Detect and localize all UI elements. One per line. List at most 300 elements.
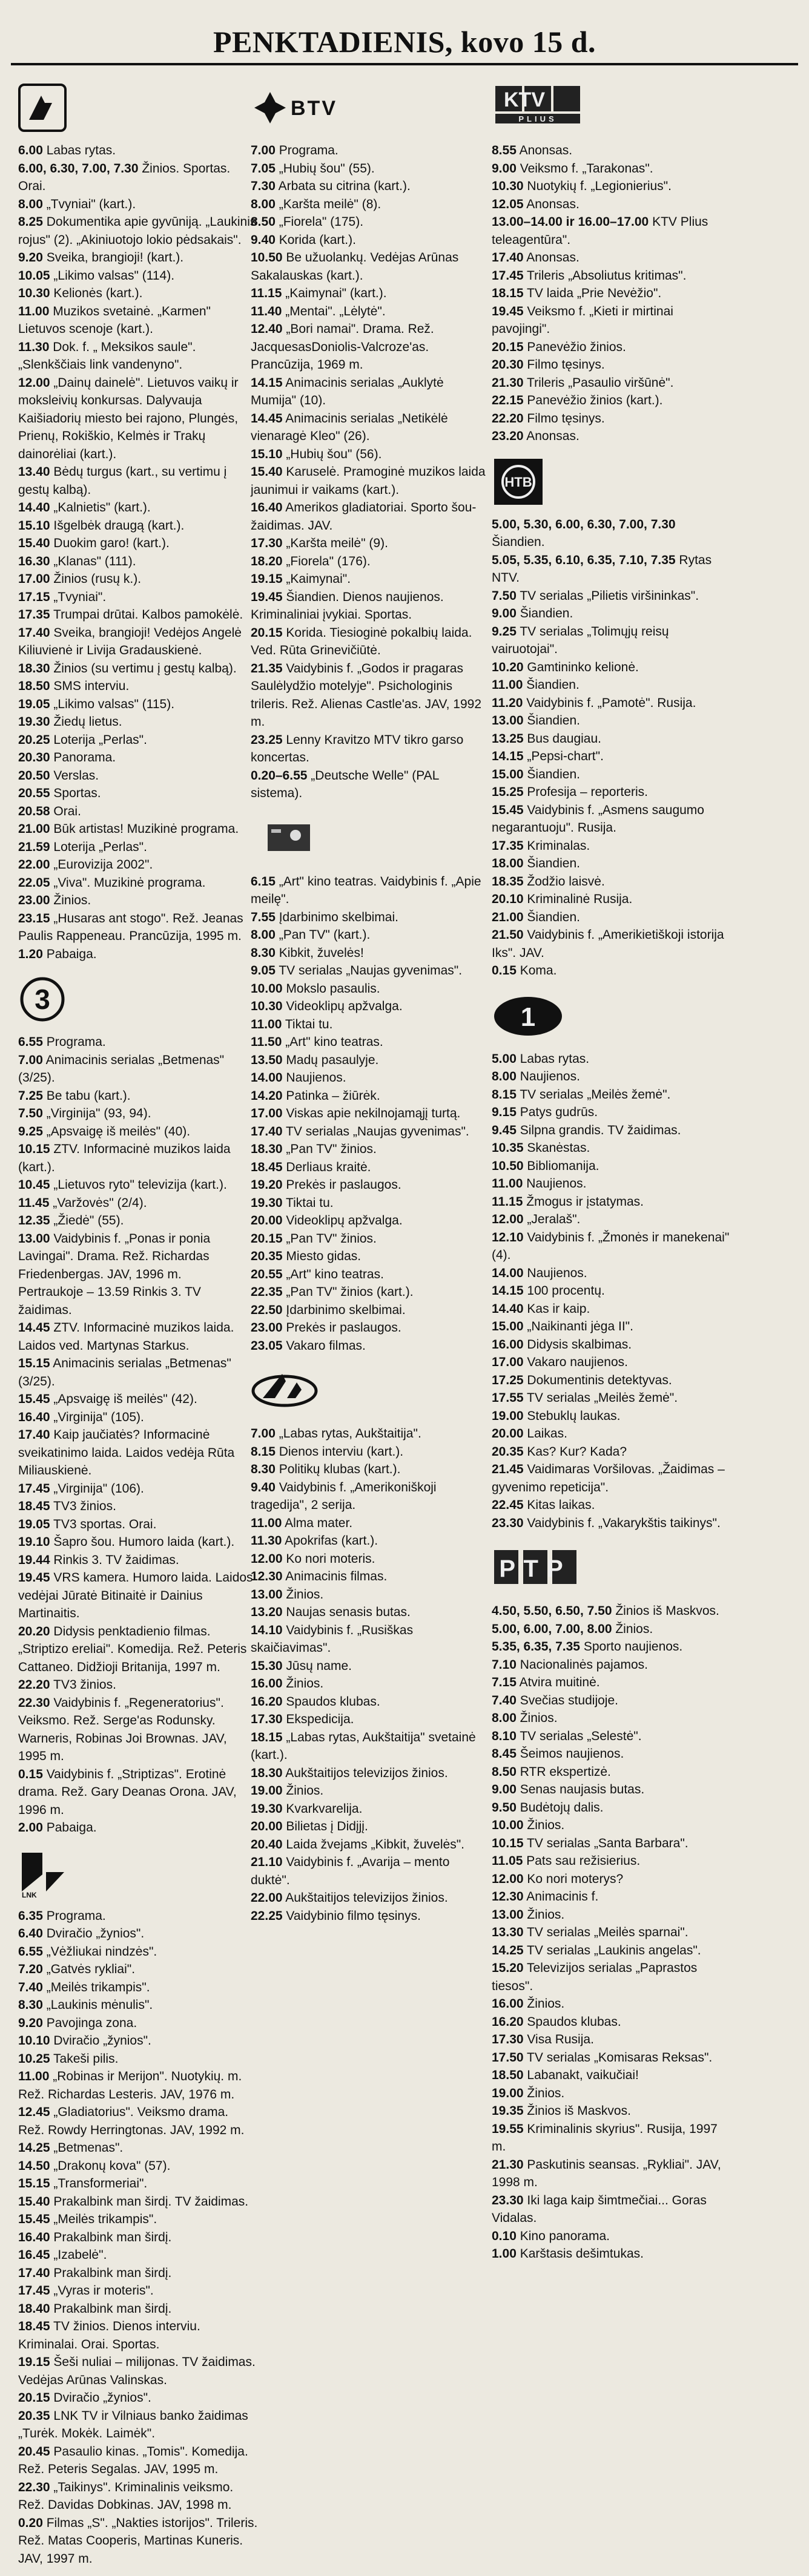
program-entry bbox=[251, 410, 490, 445]
program-time: 17.30 bbox=[251, 536, 283, 550]
program-title: Šapro šou. Humoro laida (kart.). bbox=[53, 1535, 234, 1549]
program-entry bbox=[251, 1443, 490, 1461]
program-entry bbox=[492, 730, 731, 748]
program-entry bbox=[492, 1870, 731, 1888]
program-time: 6.55 bbox=[18, 1035, 43, 1049]
program-title: TV serialas „Meilės žemė". bbox=[527, 1391, 678, 1405]
program-time: 15.45 bbox=[492, 803, 524, 817]
program-title: Anonsas. bbox=[526, 197, 580, 211]
program-time: 23.15 bbox=[18, 912, 50, 925]
program-entry bbox=[251, 320, 490, 374]
title-divider bbox=[11, 63, 798, 65]
program-title: LNK TV ir Vilniaus banko žaidimas „Turėk. Mokėk. Laimėk". bbox=[18, 2409, 248, 2441]
program-entry bbox=[18, 2282, 258, 2300]
program-title: Kvarkvarelija. bbox=[286, 1802, 362, 1816]
program-title: Trileris „Absoliutus kritimas". bbox=[527, 269, 686, 283]
program-entry bbox=[492, 1300, 731, 1318]
program-title: Programa. bbox=[47, 1909, 106, 1923]
program-entry bbox=[492, 1139, 731, 1157]
program-title: Be tabu (kart.). bbox=[47, 1089, 131, 1103]
program-entry bbox=[251, 160, 490, 178]
program-entry bbox=[492, 1888, 731, 1906]
program-entry bbox=[18, 1230, 258, 1284]
program-time: 12.40 bbox=[251, 322, 283, 336]
program-time: 18.35 bbox=[492, 875, 524, 889]
lrt-channel-logo-icon bbox=[18, 82, 258, 133]
program-time: 7.00 bbox=[251, 1427, 276, 1441]
program-entry bbox=[492, 1602, 731, 1620]
program-title: „Deutsche Welle" (PAL sistema). bbox=[251, 769, 439, 801]
program-title: Jūsų name. bbox=[286, 1659, 352, 1673]
program-title: Bilietas į Didįjį. bbox=[286, 1819, 368, 1833]
program-time: 1.20 bbox=[18, 947, 43, 961]
program-title: Žinios iš Maskvos. bbox=[615, 1604, 719, 1618]
program-title: Labanakt, vaikučiai! bbox=[527, 2068, 638, 2082]
program-title: „Kalnietis" (kart.). bbox=[53, 501, 150, 514]
program-entry bbox=[492, 410, 731, 428]
program-time: 8.15 bbox=[251, 1445, 276, 1459]
program-time: 16.40 bbox=[18, 2230, 50, 2244]
program-title: Žinios. bbox=[286, 1677, 323, 1690]
program-title: Kas ir kaip. bbox=[527, 1302, 590, 1316]
program-title: Gamtininko kelionė. bbox=[527, 660, 638, 674]
program-time: 18.50 bbox=[18, 679, 50, 693]
program-title: Koma. bbox=[520, 964, 557, 978]
program-title: Žinios. bbox=[527, 2086, 564, 2100]
program-title: SMS interviu. bbox=[53, 679, 129, 693]
program-time: 14.40 bbox=[492, 1302, 524, 1316]
program-title: Anonsas. bbox=[526, 251, 580, 264]
program-time: 10.50 bbox=[492, 1159, 524, 1173]
channel-block-ort bbox=[492, 991, 731, 1541]
program-time: 22.15 bbox=[492, 393, 524, 407]
program-entry bbox=[18, 606, 258, 624]
program-entry bbox=[492, 249, 731, 267]
program-entry bbox=[251, 731, 490, 767]
program-title: Vaidybinis f. „Godos ir pragaras Saulėlydžio motelyje". Psichologinis trileris. Rež. Alienas Castle'as. JAV, 1992 m. bbox=[251, 662, 481, 729]
program-title: Derliaus kraitė. bbox=[286, 1160, 371, 1174]
program-entry bbox=[251, 445, 490, 464]
program-entry bbox=[18, 570, 258, 588]
program-entry bbox=[492, 1372, 731, 1390]
program-entry bbox=[492, 177, 731, 196]
program-time: 14.25 bbox=[18, 2141, 50, 2155]
program-entry bbox=[251, 1158, 490, 1177]
program-time: 16.40 bbox=[18, 1410, 50, 1424]
program-entry bbox=[18, 2407, 258, 2443]
program-title: Loterija „Perlas". bbox=[53, 733, 147, 747]
program-time: 19.15 bbox=[251, 572, 283, 586]
program-time: 19.10 bbox=[18, 1535, 50, 1549]
program-entry bbox=[492, 1068, 731, 1086]
program-entry bbox=[251, 1675, 490, 1693]
program-title: Animacinis f. bbox=[526, 1890, 598, 1904]
program-title: Bėdų turgus (kart., su vertimu į gestų kalbą). bbox=[18, 465, 226, 497]
program-time: 20.00 bbox=[251, 1214, 283, 1227]
program-entry bbox=[18, 2479, 258, 2514]
program-entry bbox=[251, 1230, 490, 1248]
program-title: „Mentai". „Lėlytė". bbox=[285, 304, 385, 318]
program-title: Dokumentika apie gyvūniją. „Laukinis rojus" (2). „Akiniuotojo lokio pėdsakais". bbox=[18, 215, 256, 247]
program-title: Šiandien. bbox=[520, 606, 573, 620]
program-time: 17.00 bbox=[492, 1355, 524, 1369]
program-time: 18.15 bbox=[492, 286, 524, 300]
program-time: 10.25 bbox=[18, 2052, 50, 2066]
program-title: „Art" kino teatras. Vaidybinis f. „Apie meilę". bbox=[251, 875, 481, 907]
program-time: 11.30 bbox=[18, 340, 49, 354]
program-entry bbox=[18, 910, 258, 945]
program-title: „Vyras ir moteris". bbox=[53, 2284, 153, 2298]
program-entry bbox=[18, 677, 258, 695]
program-time: 10.15 bbox=[18, 1142, 50, 1156]
program-title: Viskas apie nekilnojamąjį turtą. bbox=[286, 1106, 460, 1120]
program-title: Sveika, brangioji! (kart.). bbox=[47, 251, 183, 264]
program-entry bbox=[18, 624, 258, 660]
program-entry bbox=[18, 2103, 258, 2139]
program-time: 9.45 bbox=[492, 1123, 517, 1137]
program-time: 18.50 bbox=[492, 2068, 524, 2082]
program-entry bbox=[492, 1050, 731, 1068]
program-title: Sporto naujienos. bbox=[584, 1640, 682, 1654]
program-entry bbox=[251, 284, 490, 303]
program-entry bbox=[251, 1337, 490, 1355]
program-time: 14.20 bbox=[251, 1089, 283, 1103]
program-entry bbox=[492, 2156, 731, 2192]
program-entry bbox=[18, 142, 258, 160]
program-entry bbox=[251, 1532, 490, 1550]
program-title: Žinios. bbox=[520, 1711, 558, 1725]
program-title: Silpna grandis. TV žaidimas. bbox=[520, 1123, 681, 1137]
program-title: TV serialas „Santa Barbara". bbox=[527, 1836, 688, 1850]
program-time: 17.15 bbox=[18, 590, 50, 604]
schedule-column-3 bbox=[492, 80, 731, 2092]
program-time: 21.30 bbox=[492, 2158, 524, 2172]
program-title: „Klanas" (111). bbox=[53, 554, 136, 568]
program-title: „Pan TV" žinios. bbox=[286, 1232, 376, 1246]
program-title: Vaidybinis f. „Žmonės ir manekenai" (4). bbox=[492, 1230, 729, 1263]
program-time: 9.25 bbox=[18, 1125, 43, 1138]
program-entry bbox=[492, 160, 731, 178]
program-time: 7.20 bbox=[18, 1962, 43, 1976]
ktv-plius-logo-icon bbox=[492, 82, 731, 133]
program-title: Stebuklų laukas. bbox=[527, 1409, 620, 1423]
program-time: 8.00 bbox=[492, 1070, 517, 1083]
channel-block-tv3 bbox=[18, 974, 258, 1845]
program-title: „Varžovės" (2/4). bbox=[53, 1196, 147, 1210]
program-time: 8.00 bbox=[251, 197, 276, 211]
program-entry bbox=[251, 1818, 490, 1836]
program-title: „Virginija" (105). bbox=[53, 1410, 144, 1424]
program-time: 22.45 bbox=[492, 1498, 524, 1512]
program-entry bbox=[492, 1443, 731, 1461]
program-time: 7.40 bbox=[492, 1694, 517, 1707]
program-title: Vaidybinis f. „Pamotė". Rusija. bbox=[526, 696, 696, 710]
program-title: Kaip jaučiatės? Informacinė sveikatinimo laida. Laidos vedėja Rūta Miliauskienė. bbox=[18, 1428, 234, 1477]
program-entry bbox=[18, 1694, 258, 1766]
program-entry bbox=[251, 1301, 490, 1319]
program-entry bbox=[492, 712, 731, 730]
program-time: 7.05 bbox=[251, 162, 276, 176]
program-entry bbox=[18, 2246, 258, 2264]
program-entry bbox=[18, 856, 258, 874]
program-title: „Kaimynai" (kart.). bbox=[285, 286, 386, 300]
program-title: Dienos interviu (kart.). bbox=[279, 1445, 403, 1459]
program-entry bbox=[18, 1408, 258, 1427]
program-entry bbox=[492, 213, 731, 249]
program-time: 23.05 bbox=[251, 1339, 283, 1353]
program-time: 9.20 bbox=[18, 251, 43, 264]
program-time: 9.50 bbox=[492, 1801, 517, 1815]
program-title: Žinios. bbox=[286, 1784, 323, 1798]
program-entry bbox=[251, 1853, 490, 1889]
program-time: 19.35 bbox=[492, 2104, 524, 2118]
tv3-logo-text: 3 bbox=[35, 984, 50, 1015]
program-title: „Virginija" (93, 94). bbox=[47, 1106, 151, 1120]
program-entry bbox=[18, 1497, 258, 1516]
program-time: 15.45 bbox=[18, 2212, 50, 2226]
program-title: Karštasis dešimtukas. bbox=[520, 2247, 644, 2261]
program-entry bbox=[492, 2049, 731, 2067]
program-title: Vakaro naujienos. bbox=[527, 1355, 628, 1369]
program-entry bbox=[492, 1175, 731, 1193]
program-time: 21.50 bbox=[492, 928, 524, 942]
program-title: Įdarbinimo skelbimai. bbox=[279, 910, 398, 924]
program-entry bbox=[492, 801, 731, 837]
program-title: Pavojinga zona. bbox=[47, 2016, 137, 2030]
program-entry bbox=[18, 2389, 258, 2407]
program-entry bbox=[492, 267, 731, 285]
program-entry bbox=[492, 1745, 731, 1763]
program-time: 17.45 bbox=[492, 269, 524, 283]
program-title: Iki laga kaip šimtmečiai... Goras Vidalas. bbox=[492, 2193, 707, 2226]
program-title: „Apsvaigę iš meilės" (40). bbox=[47, 1125, 190, 1138]
program-title: Trileris „Pasaulio viršūnė". bbox=[527, 376, 673, 390]
program-title: Bibliomanija. bbox=[527, 1159, 599, 1173]
program-entry bbox=[18, 463, 258, 499]
program-time: 18.30 bbox=[251, 1766, 283, 1780]
program-time: 15.45 bbox=[18, 1392, 50, 1406]
program-title: „Gatvės rykliai". bbox=[47, 1962, 135, 1976]
program-time: 17.35 bbox=[492, 839, 524, 853]
program-time: 10.30 bbox=[18, 286, 50, 300]
program-entry bbox=[18, 749, 258, 767]
program-entry bbox=[492, 587, 731, 605]
program-time: 11.45 bbox=[18, 1196, 49, 1210]
program-entry bbox=[492, 2120, 731, 2156]
program-time: 8.30 bbox=[251, 1462, 276, 1476]
program-entry bbox=[18, 1569, 258, 1623]
program-time: 10.10 bbox=[18, 2034, 50, 2048]
program-entry bbox=[18, 2210, 258, 2229]
program-title: VRS kamera. Humoro laida. Laidos vedėjai Jūratė Bitinaitė ir Dainius Martinaitis. bbox=[18, 1571, 253, 1620]
program-title: „Hubių šou" (55). bbox=[279, 162, 375, 176]
program-time: 16.30 bbox=[18, 554, 50, 568]
program-time: 23.25 bbox=[251, 733, 283, 747]
program-title: Prekės ir paslaugos. bbox=[286, 1178, 401, 1192]
btv-logo-text: BTV bbox=[291, 97, 337, 120]
program-entry bbox=[492, 392, 731, 410]
program-entry bbox=[18, 303, 258, 338]
program-entry bbox=[492, 2066, 731, 2085]
program-time: 7.40 bbox=[18, 1980, 43, 1994]
ort-logo-text: 1 bbox=[521, 1002, 535, 1032]
program-entry bbox=[18, 945, 258, 964]
program-entry bbox=[18, 249, 258, 267]
program-time: 16.20 bbox=[251, 1695, 283, 1709]
program-entry bbox=[492, 766, 731, 784]
program-entry bbox=[18, 1480, 258, 1498]
program-title: Patinka – žiūrėk. bbox=[286, 1089, 380, 1103]
program-entry bbox=[492, 1122, 731, 1140]
program-time: 6.40 bbox=[18, 1927, 43, 1940]
program-time: 0.20 bbox=[18, 2516, 43, 2530]
program-time: 23.20 bbox=[492, 429, 524, 443]
program-time: 0.15 bbox=[18, 1767, 43, 1781]
program-entry bbox=[492, 1781, 731, 1799]
program-entry bbox=[251, 1764, 490, 1782]
program-time: 18.30 bbox=[18, 662, 50, 675]
program-time: 20.20 bbox=[18, 1625, 50, 1638]
program-title: TV serialas „Naujas gyvenimas". bbox=[279, 964, 462, 978]
program-entry bbox=[251, 142, 490, 160]
program-title: Politikų klubas (kart.). bbox=[279, 1462, 401, 1476]
ktv-logo-text: KTV bbox=[504, 88, 545, 111]
program-time: 17.00 bbox=[18, 572, 50, 586]
program-entry bbox=[492, 605, 731, 623]
program-entry bbox=[492, 748, 731, 766]
program-time: 12.00 bbox=[492, 1212, 524, 1226]
program-title: Žinios iš Maskvos. bbox=[527, 2104, 631, 2118]
program-entry bbox=[251, 1247, 490, 1266]
program-entry bbox=[492, 2085, 731, 2103]
program-time: 19.55 bbox=[492, 2122, 524, 2136]
program-time: 5.00, 6.00, 7.00, 8.00 bbox=[492, 1622, 612, 1636]
program-entry bbox=[18, 338, 258, 374]
program-title: „Naikinanti jėga II". bbox=[527, 1319, 633, 1333]
program-title: Didysis penktadienio filmas. „Striptizo ereliai". Komedija. Rež. Peteris Cattaneo. Didžioji Britanija, 1997 m. bbox=[18, 1625, 246, 1674]
program-title: Loterija „Perlas". bbox=[53, 840, 147, 854]
program-time: 15.00 bbox=[492, 767, 524, 781]
program-entry bbox=[18, 2300, 258, 2318]
program-entry bbox=[251, 767, 490, 803]
program-entry bbox=[18, 534, 258, 553]
program-title: „Drakonų kova" (57). bbox=[53, 2159, 170, 2173]
program-entry bbox=[492, 694, 731, 712]
program-time: 10.05 bbox=[18, 269, 50, 283]
program-title: Labas rytas. bbox=[520, 1052, 589, 1066]
program-title: Dokumentinis detektyvas. bbox=[527, 1373, 672, 1387]
channel-block-ltv2 bbox=[251, 1365, 490, 1933]
program-entry bbox=[18, 1623, 258, 1677]
program-title: Nuotykių f. „Legionierius". bbox=[527, 179, 672, 193]
program-title: TV serialas „Meilės žemė". bbox=[520, 1088, 670, 1102]
program-title: Dviračio „žynios". bbox=[53, 2391, 151, 2405]
program-title: Kriminalinė Rusija. bbox=[527, 892, 632, 906]
program-entry bbox=[492, 676, 731, 694]
program-title: Muzikos svetainė. „Karmen" Lietuvos scenoje (kart.). bbox=[18, 304, 211, 337]
program-time: 8.50 bbox=[492, 1765, 517, 1779]
program-time: 14.15 bbox=[492, 1284, 524, 1298]
program-title: „Jeralaš". bbox=[527, 1212, 580, 1226]
channel-block-btv bbox=[251, 82, 490, 811]
penktas-kanalas-logo-icon bbox=[251, 813, 490, 864]
program-entry bbox=[251, 1266, 490, 1284]
program-title: Visa Rusija. bbox=[527, 2032, 594, 2046]
program-entry bbox=[18, 1087, 258, 1105]
program-time: 10.00 bbox=[492, 1818, 524, 1832]
program-title: Amerikos gladiatoriai. Sporto šou-žaidimas. JAV. bbox=[251, 501, 476, 533]
program-time: 16.40 bbox=[251, 501, 283, 514]
program-time: 13.00 bbox=[492, 714, 524, 728]
program-time: 15.15 bbox=[18, 2177, 50, 2190]
program-title: Videoklipų apžvalga. bbox=[286, 999, 402, 1013]
program-entry bbox=[18, 1979, 258, 1997]
program-title: Nacionalinės pajamos. bbox=[520, 1658, 648, 1672]
program-entry bbox=[251, 570, 490, 588]
program-time: 11.00 bbox=[492, 678, 523, 692]
program-title: Žinios. bbox=[615, 1622, 653, 1636]
program-time: 5.05, 5.35, 6.10, 6.35, 7.10, 7.35 bbox=[492, 553, 676, 567]
program-entry bbox=[251, 962, 490, 980]
program-title: Didysis skalbimas. bbox=[527, 1338, 632, 1352]
program-entry bbox=[492, 1514, 731, 1533]
program-time: 6.35 bbox=[18, 1909, 43, 1923]
channel-block-rtr bbox=[492, 1543, 731, 2272]
program-entry bbox=[492, 196, 731, 214]
program-entry bbox=[18, 1319, 258, 1355]
program-time: 9.05 bbox=[251, 964, 276, 978]
program-time: 13.00 bbox=[251, 1588, 283, 1602]
program-time: 9.15 bbox=[492, 1105, 517, 1119]
program-time: 10.00 bbox=[251, 982, 283, 996]
program-entry bbox=[492, 427, 731, 445]
program-title: Filmo tęsinys. bbox=[527, 358, 604, 372]
rtr-logo-text: РТР bbox=[499, 1556, 571, 1582]
program-entry bbox=[492, 1674, 731, 1692]
program-time: 11.00 bbox=[492, 1177, 523, 1191]
program-title: Laikas. bbox=[527, 1427, 567, 1441]
program-title: Patys gudrūs. bbox=[520, 1105, 598, 1119]
program-title: Šiandien. bbox=[527, 910, 580, 924]
program-time: 12.00 bbox=[18, 376, 50, 390]
program-title: Naujienos. bbox=[286, 1071, 346, 1085]
program-title: Kriminalinis skyrius". Rusija, 1997 m. bbox=[492, 2122, 718, 2154]
program-time: 23.30 bbox=[492, 2193, 524, 2207]
program-title: Tiktai tu. bbox=[286, 1196, 334, 1210]
program-time: 20.55 bbox=[251, 1267, 283, 1281]
program-entry bbox=[18, 2050, 258, 2068]
program-title: Sveika, brangioji! Vedėjos Angelė Kiliuvienė ir Livija Gradauskienė. bbox=[18, 626, 242, 658]
program-entry bbox=[492, 1264, 731, 1283]
program-entry bbox=[251, 1212, 490, 1230]
program-entry bbox=[251, 873, 490, 908]
program-title: „Kaimynai". bbox=[286, 572, 351, 586]
program-time: 23.00 bbox=[251, 1321, 283, 1335]
program-time: 12.35 bbox=[18, 1214, 50, 1227]
program-entry bbox=[492, 1656, 731, 1674]
program-entry bbox=[251, 980, 490, 998]
program-entry bbox=[18, 1925, 258, 1943]
program-title: „Eurovizija 2002". bbox=[53, 858, 153, 872]
program-entry bbox=[492, 2031, 731, 2049]
program-title: „Taikinys". Kriminalinis veiksmo. Rež. Davidas Dobkinas. JAV, 1998 m. bbox=[18, 2480, 233, 2512]
program-time: 17.40 bbox=[492, 251, 524, 264]
program-title: Dok. f. „ Meksikos saule". „Slenkščiais link vandenyno". bbox=[18, 340, 196, 372]
program-entry bbox=[251, 1568, 490, 1586]
program-entry bbox=[492, 1193, 731, 1211]
program-time: 14.10 bbox=[251, 1623, 283, 1637]
program-title: Orai. bbox=[53, 804, 81, 818]
